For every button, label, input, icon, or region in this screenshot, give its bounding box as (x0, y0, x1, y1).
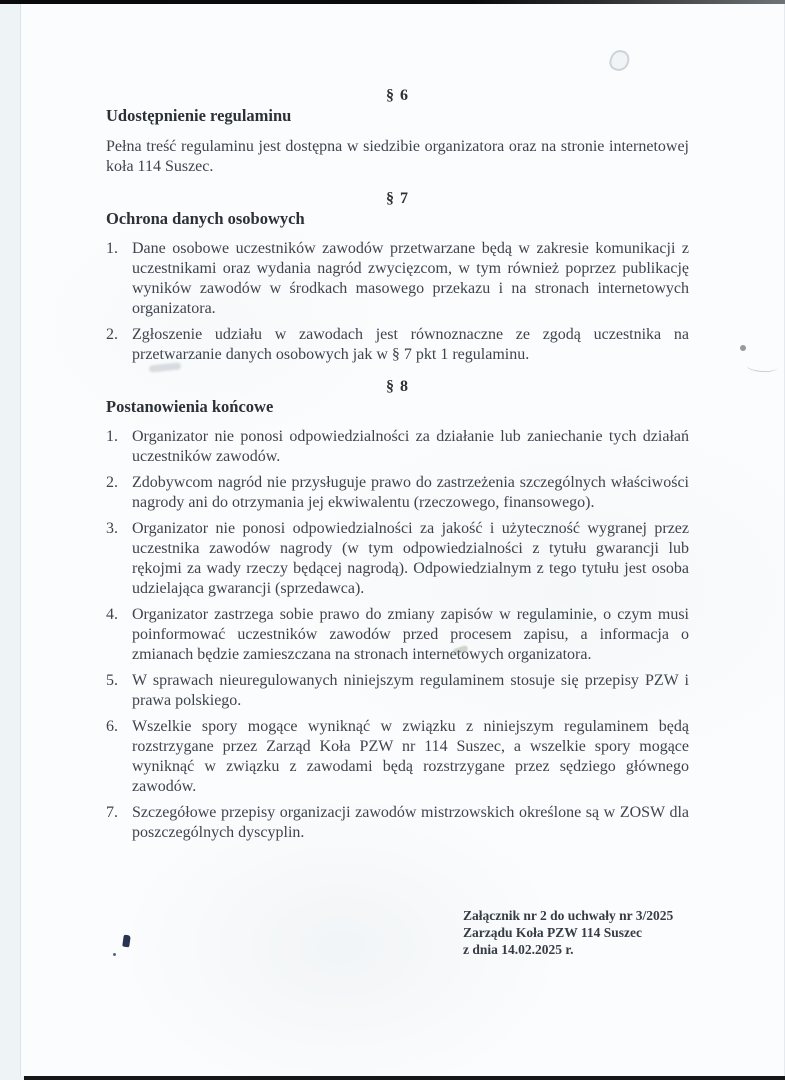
section-heading: Postanowienia końcowe (106, 397, 274, 416)
section-mark: § 7 (386, 190, 409, 207)
attachment-note-line: z dnia 14.02.2025 r. (463, 942, 574, 957)
section-heading: Udostępnienie regulaminu (106, 106, 292, 125)
scan-dot-right (740, 345, 746, 351)
paragraph: Pełna treść regulaminu jest dostępna w siedzibie organizatora oraz na stronie internetowej koła 114 Suszec. (106, 138, 689, 175)
attachment-note (463, 907, 673, 958)
list-item: Organizator nie ponosi odpowiedzialności za działanie lub zaniechanie tych działań uczestników zawodów. (132, 428, 689, 465)
document-body (106, 2, 689, 843)
list-item: Szczegółowe przepisy organizacji zawodów mistrzowskich określone są w ZOSW dla poszczególnych dyscyplin. (132, 804, 689, 841)
list-item: Wszelkie spory mogące wyniknąć w związku z niniejszym regulaminem będą rozstrzygane przez Zarząd Koła PZW nr 114 Suszec, a wszelkie spory mogące wyniknąć w związku z zawodami będą rozstrzygane przez sędziego głównego zawodów. (132, 718, 689, 795)
section-7 (106, 190, 689, 365)
scanner-edge-top (0, 0, 785, 4)
ink-mark (122, 935, 131, 948)
list-item: Zdobywcom nagród nie przysługuje prawo do zastrzeżenia szczególnych właściwości nagrody ani do otrzymania jej ekwiwalentu (rzeczowego, finansowego). (132, 474, 689, 511)
section-mark: § 8 (386, 378, 409, 395)
section-8 (106, 378, 689, 843)
attachment-note-line: Zarządu Koła PZW 114 Suszec (463, 925, 643, 940)
section-6 (106, 87, 689, 177)
list-item: Organizator nie ponosi odpowiedzialności za jakość i użyteczność wygranej przez uczestnika zawodów nagrody (w tym odpowiedzialności z tytułu gwarancji lub rękojmi za wady rzeczy będącej nagrodą). Odpowiedzialnym z tego tytułu jest osoba udzielająca gwarancji (sprzedawca). (132, 520, 689, 597)
ink-dot (113, 953, 116, 956)
scanner-edge-bottom (24, 1076, 785, 1080)
section-mark: § 6 (386, 87, 409, 104)
list-item: Organizator zastrzega sobie prawo do zmiany zapisów w regulaminie, o czym musi poinformować uczestników zawodów przed procesem zapisu, a informacja o zmianach będzie zamieszczana na stronach internetowych organizatora. (132, 606, 689, 663)
list-item: Zgłoszenie udziału w zawodach jest równoznaczne ze zgodą uczestnika na przetwarzanie danych osobowych jak w § 7 pkt 1 regulaminu. (132, 326, 689, 363)
numbered-list (106, 427, 689, 843)
section-heading: Ochrona danych osobowych (106, 209, 305, 228)
attachment-note-line: Załącznik nr 2 do uchwały nr 3/2025 (463, 908, 674, 923)
numbered-list (106, 239, 689, 365)
list-item: Dane osobowe uczestników zawodów przetwarzane będą w zakresie komunikacji z uczestnikami oraz wydania nagród zwycięzcom, w tym również poprzez publikację wyników zawodów w środkach masowego przekazu i na stronach internetowych organizatora. (132, 240, 689, 317)
document-paper (20, 2, 785, 1076)
list-item: W sprawach nieuregulowanych niniejszym regulaminem stosuje się przepisy PZW i prawa polskiego. (132, 672, 689, 709)
scan-arc-right (747, 361, 778, 373)
